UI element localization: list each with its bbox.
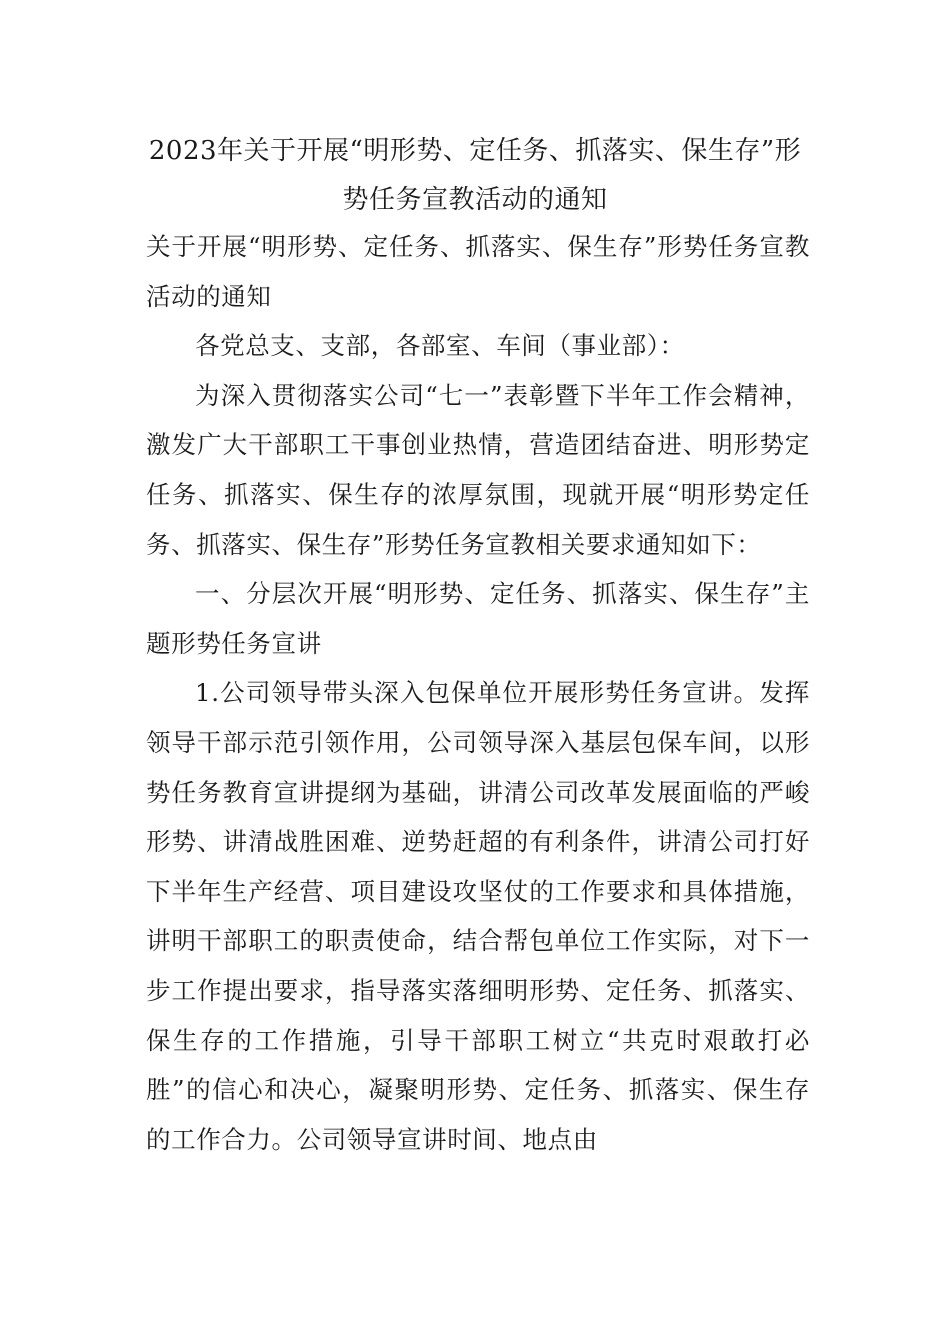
document-title-line-1: 2023年关于开展“明形势、定任务、抓落实、保生存”形 <box>148 136 802 166</box>
item-paragraph-1: 1.公司领导带头深入包保单位开展形势任务宣讲。发挥领导干部示范引领作用，公司领导深入基层包保车间，以形势任务教育宣讲提纲为基础，讲清公司改革发展面临的严峻形势、讲清战胜困难、逆势赶超的有利条件，讲清公司打好下半年生产经营、项目建设攻坚仗的工作要求和具体措施，讲明干部职工的职责使命，结合帮包单位工作实际，对下一步工作提出要求，指导落实落细明形势、定任务、抓落实、保生存的工作措施，引导干部职工树立“共克时艰敢打必胜”的信心和决心，凝聚明形势、定任务、抓落实、保生存的工作合力。公司领导宣讲时间、地点由 <box>146 678 810 1154</box>
document-title-line-2: 势任务宣教活动的通知 <box>342 185 608 215</box>
subtitle-paragraph: 关于开展“明形势、定任务、抓落实、保生存”形势任务宣教活动的通知 <box>146 232 810 311</box>
salutation-paragraph: 各党总支、支部，各部室、车间（事业部）： <box>195 331 685 361</box>
intro-paragraph: 为深入贯彻落实公司“七一”表彰暨下半年工作会精神，激发广大干部职工干事创业热情，营造团结奋进、明形势定任务、抓落实、保生存的浓厚氛围，现就开展“明形势定任务、抓落实、保生存”形势任务宣教相关要求通知如下： <box>146 380 810 559</box>
document-body <box>146 222 810 1164</box>
section-heading-1: 一、分层次开展“明形势、定任务、抓落实、保生存”主题形势任务宣讲 <box>146 579 810 658</box>
